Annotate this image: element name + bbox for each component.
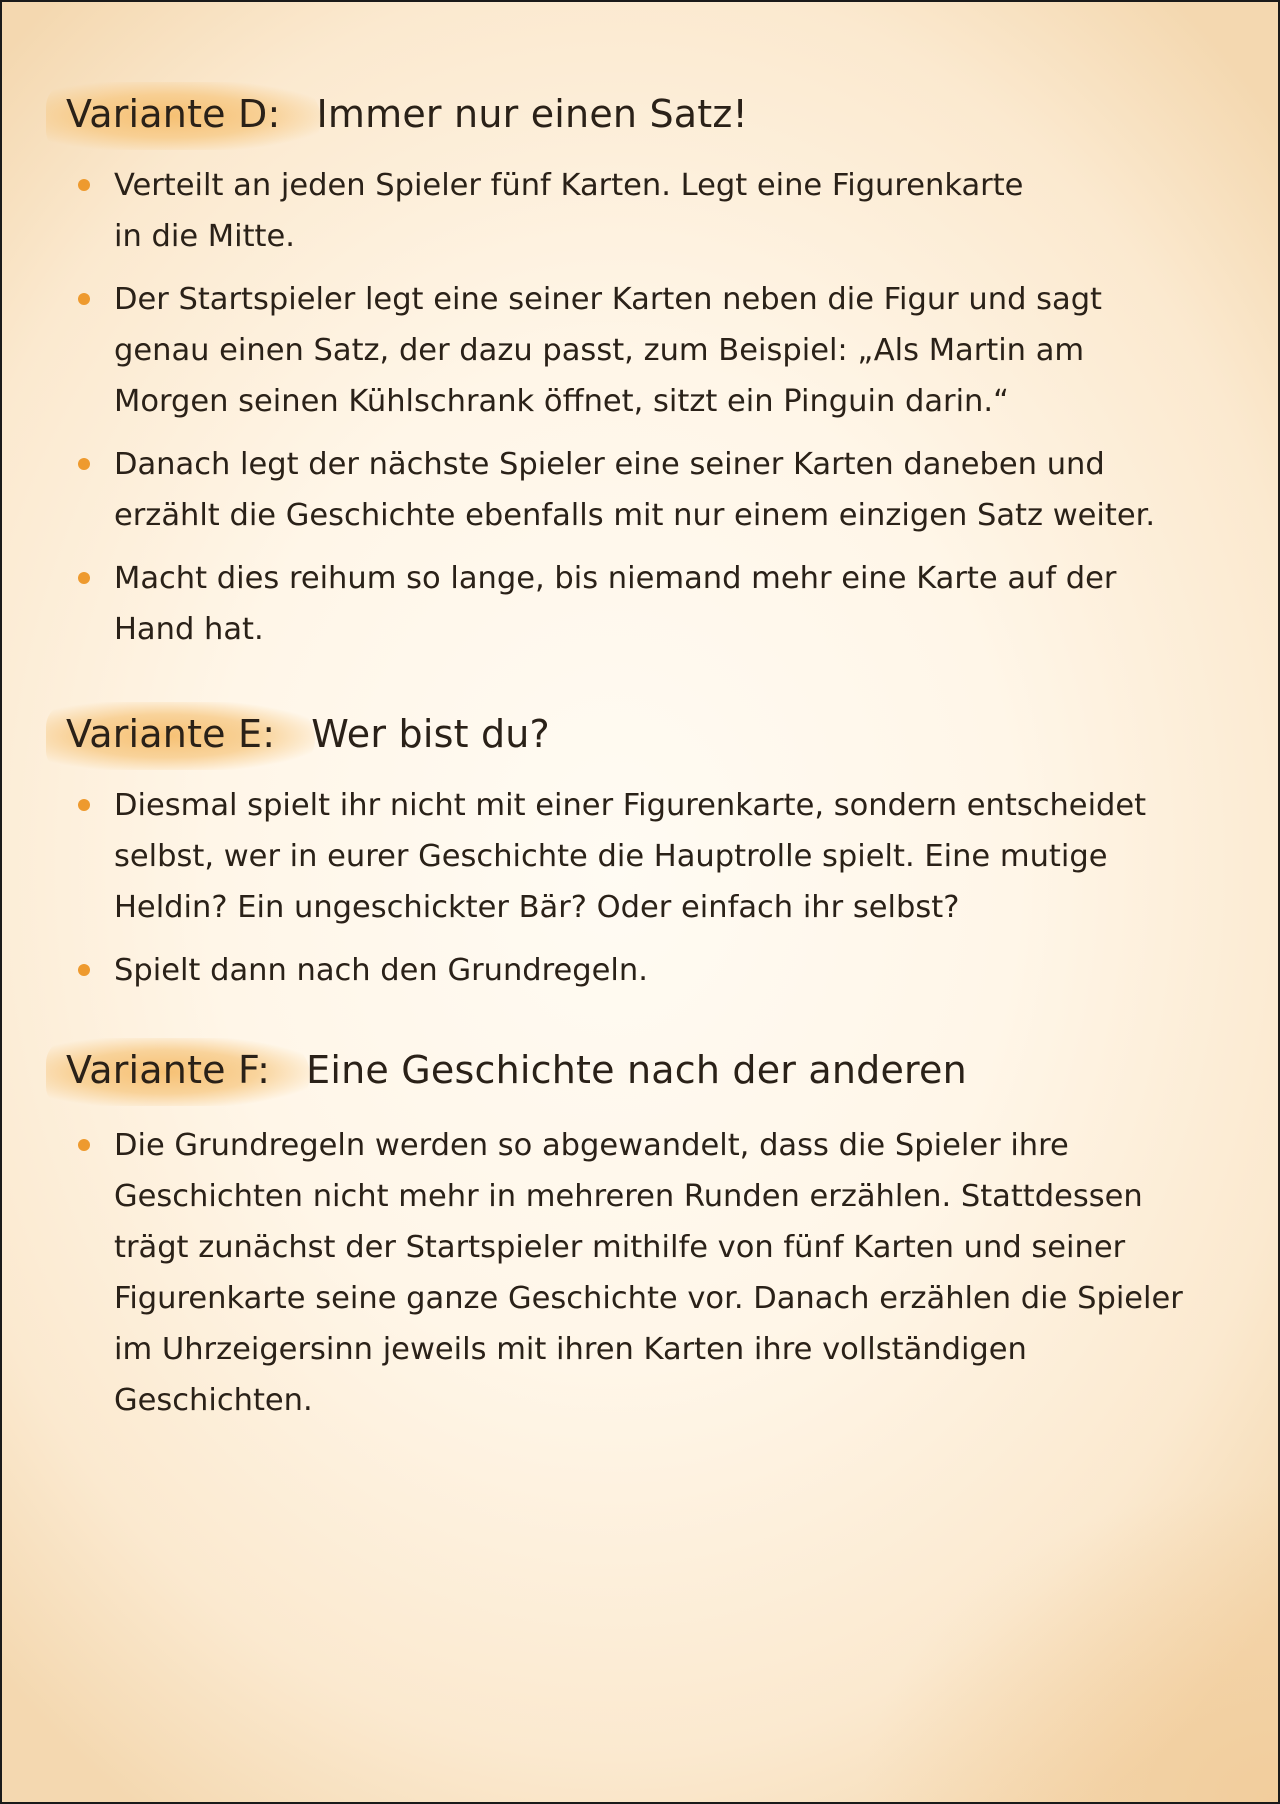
item-line: Morgen seinen Kühlschrank öffnet, sitzt ein Pinguin darin.“ xyxy=(114,384,1009,419)
item-line: Hand hat. xyxy=(114,612,264,647)
variant-label: Variante E: xyxy=(52,704,315,764)
list-item xyxy=(66,439,1216,541)
variant-label: Variante F: xyxy=(52,1040,310,1100)
bullet-dot-icon xyxy=(78,572,90,584)
bullet-dot-icon xyxy=(78,179,90,191)
list-item xyxy=(66,160,1216,262)
list-item xyxy=(66,553,1216,655)
section-heading xyxy=(66,82,1216,146)
item-line: Geschichten. xyxy=(114,1383,313,1418)
list-item xyxy=(66,1120,1216,1426)
bullet-dot-icon xyxy=(78,1139,90,1151)
bullet-dot-icon xyxy=(78,964,90,976)
rule-list xyxy=(66,780,1216,996)
section-variante-f xyxy=(66,1038,1216,1438)
item-line: Heldin? Ein ungeschickter Bär? Oder einfach ihr selbst? xyxy=(114,890,960,925)
item-line: im Uhrzeigersinn jeweils mit ihren Karten ihre vollständigen xyxy=(114,1332,1027,1367)
item-line: Der Startspieler legt eine seiner Karten neben die Figur und sagt xyxy=(114,282,1103,317)
variant-title: Eine Geschichte nach der anderen xyxy=(306,1048,967,1092)
item-line: Diesmal spielt ihr nicht mit einer Figurenkarte, sondern entscheidet xyxy=(114,788,1147,823)
variant-title: Immer nur einen Satz! xyxy=(316,92,748,136)
bullet-dot-icon xyxy=(78,799,90,811)
item-line: erzählt die Geschichte ebenfalls mit nur einem einzigen Satz weiter. xyxy=(114,498,1156,533)
item-line: Danach legt der nächste Spieler eine seiner Karten daneben und xyxy=(114,447,1105,482)
item-line: Die Grundregeln werden so abgewandelt, dass die Spieler ihre xyxy=(114,1128,1069,1163)
item-line: genau einen Satz, der dazu passt, zum Beispiel: „Als Martin am xyxy=(114,333,1085,368)
item-line: trägt zunächst der Startspieler mithilfe von fünf Karten und seiner xyxy=(114,1230,1126,1265)
list-item xyxy=(66,780,1216,933)
variant-title: Wer bist du? xyxy=(311,712,550,756)
item-line: Verteilt an jeden Spieler fünf Karten. Legt eine Figurenkarte xyxy=(114,168,1024,203)
variant-label: Variante D: xyxy=(52,84,321,144)
item-line: selbst, wer in eurer Geschichte die Hauptrolle spielt. Eine mutige xyxy=(114,839,1108,874)
item-line: Geschichten nicht mehr in mehreren Runden erzählen. Stattdessen xyxy=(114,1179,1143,1214)
section-variante-d xyxy=(66,82,1216,667)
item-line: Macht dies reihum so lange, bis niemand mehr eine Karte auf der xyxy=(114,561,1117,596)
section-heading xyxy=(66,702,1216,766)
rule-list xyxy=(66,1120,1216,1426)
bullet-dot-icon xyxy=(78,293,90,305)
bullet-dot-icon xyxy=(78,458,90,470)
rule-list xyxy=(66,160,1216,655)
item-line: Spielt dann nach den Grundregeln. xyxy=(114,953,648,988)
section-variante-e xyxy=(66,702,1216,1008)
list-item xyxy=(66,945,1216,996)
item-line: in die Mitte. xyxy=(114,219,295,254)
list-item xyxy=(66,274,1216,427)
section-heading xyxy=(66,1038,1216,1102)
item-line: Figurenkarte seine ganze Geschichte vor. Danach erzählen die Spieler xyxy=(114,1281,1183,1316)
